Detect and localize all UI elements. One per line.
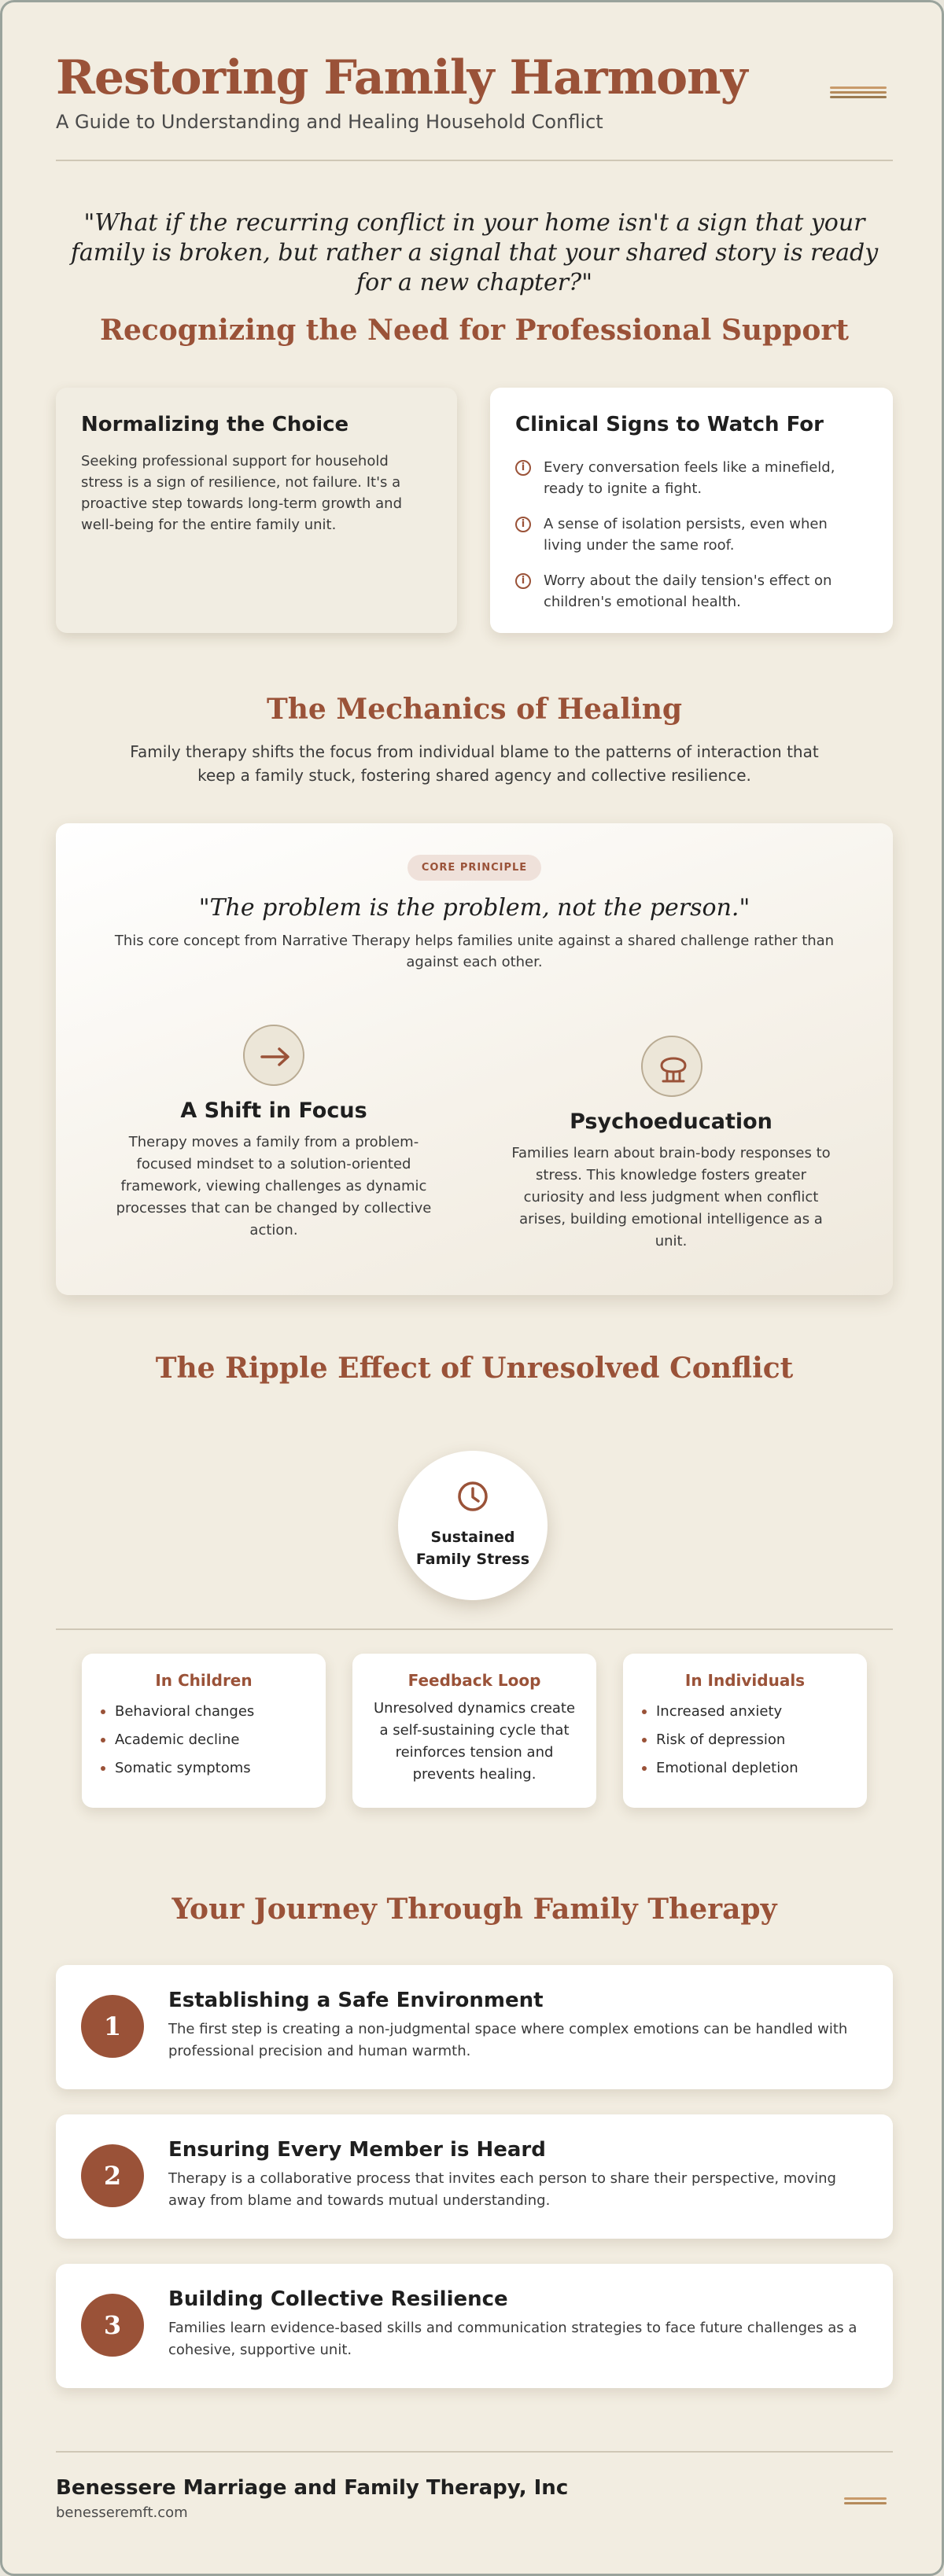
psychoeducation-title: Psychoeducation — [570, 1110, 773, 1134]
clinical-signs-list — [515, 457, 868, 613]
clinical-signs-card — [490, 388, 893, 633]
page-subtitle: A Guide to Understanding and Healing Household Conflict — [56, 111, 603, 133]
feedback-loop-title: Feedback Loop — [407, 1671, 541, 1690]
footer-company-name: Benessere Marriage and Family Therapy, Inc — [56, 2476, 569, 2500]
footer-logo-icon — [844, 2495, 887, 2512]
opening-quote: "What if the recurring conflict in your home isn't a sign that your family is broken, but rather a signal that your shared story is ready for a new chapter?" — [70, 209, 879, 296]
family-stress-hub — [398, 1451, 548, 1600]
core-principle-badge: CORE PRINCIPLE — [407, 855, 541, 881]
bullet-icon — [642, 1766, 647, 1771]
ripple-section-title: The Ripple Effect of Unresolved Conflict — [155, 1352, 794, 1385]
footer-divider — [56, 2451, 893, 2453]
arrow-right-icon — [243, 1025, 304, 1086]
feedback-loop-text: Unresolved dynamics create a self-sustaining cycle that reinforces tension and prevents healing. — [373, 1700, 576, 1783]
list-item — [515, 457, 868, 499]
step-title: Building Collective Resilience — [168, 2287, 508, 2311]
hub-label — [398, 1526, 548, 1570]
step-description: The first step is creating a non-judgmental space where complex emotions can be handled with professional precision and human warmth. — [168, 2021, 848, 2059]
page-title: Restoring Family Harmony — [56, 50, 747, 105]
effect-text: Behavioral changes — [115, 1703, 255, 1720]
feedback-loop-card — [352, 1654, 596, 1808]
list-item — [101, 1726, 307, 1754]
journey-step-3 — [56, 2264, 893, 2388]
effect-text: Risk of depression — [656, 1731, 786, 1748]
step-number-badge: 3 — [81, 2294, 144, 2357]
header — [56, 46, 893, 164]
individual-effects-list — [642, 1698, 848, 1783]
list-item — [101, 1698, 307, 1726]
list-item — [642, 1726, 848, 1754]
journey-step-1 — [56, 1965, 893, 2089]
step-number-badge: 2 — [81, 2144, 144, 2207]
bullet-icon — [101, 1709, 105, 1714]
sign-text: Worry about the daily tension's effect on children's emotional health. — [544, 572, 832, 610]
effect-text: Emotional depletion — [656, 1760, 798, 1776]
principle-quote: "The problem is the problem, not the person." — [198, 894, 750, 922]
clinical-signs-title: Clinical Signs to Watch For — [515, 413, 824, 436]
effect-text: Increased anxiety — [656, 1703, 783, 1720]
core-principle-card — [56, 823, 893, 1295]
list-item — [642, 1698, 848, 1726]
header-divider — [56, 160, 893, 161]
effect-text: Somatic symptoms — [115, 1760, 251, 1776]
effect-text: Academic decline — [115, 1731, 240, 1748]
sign-text: A sense of isolation persists, even when living under the same roof. — [544, 516, 828, 554]
shift-focus-title: A Shift in Focus — [180, 1098, 367, 1123]
footer-website-link[interactable]: benesseremft.com — [56, 2504, 188, 2521]
bullet-icon — [642, 1709, 647, 1714]
psychoeducation-text: Families learn about brain-body responses to stress. This knowledge fosters greater curiosity and less judgment when conflict arises, building emotional intelligence as a unit. — [511, 1145, 831, 1249]
children-effects-title: In Children — [155, 1671, 253, 1690]
journey-step-2 — [56, 2114, 893, 2239]
shift-focus-text: Therapy moves a family from a problem-focused mindset to a solution-oriented framework, viewing challenges as dynamic processes that can be changed by collective action. — [116, 1134, 432, 1238]
sign-text: Every conversation feels like a minefield, ready to ignite a fight. — [544, 459, 835, 497]
bullet-icon — [642, 1738, 647, 1742]
step-title: Ensuring Every Member is Heard — [168, 2138, 546, 2162]
footer — [56, 2476, 893, 2521]
logo-mark-icon — [830, 84, 887, 101]
list-item — [101, 1754, 307, 1783]
hub-label-line: Family Stress — [415, 1551, 530, 1568]
mechanics-section-title: The Mechanics of Healing — [266, 693, 683, 726]
info-icon: i — [515, 460, 531, 476]
normalizing-card — [56, 388, 457, 633]
normalizing-title: Normalizing the Choice — [81, 413, 349, 436]
info-icon: i — [515, 517, 531, 532]
principle-description: This core concept from Narrative Therapy helps families unite against a shared challenge rather than against each other. — [114, 933, 835, 970]
step-description: Therapy is a collaborative process that invites each person to share their perspective, moving away from blame and towards mutual understanding. — [168, 2170, 836, 2209]
bullet-icon — [101, 1766, 105, 1771]
children-effects-card — [82, 1654, 326, 1808]
step-number-badge: 1 — [81, 1995, 144, 2058]
hub-label-line: Sustained — [430, 1529, 515, 1546]
step-title: Establishing a Safe Environment — [168, 1989, 544, 2012]
ripple-divider — [56, 1628, 893, 1630]
step-description: Families learn evidence-based skills and communication strategies to face future challenges as a cohesive, supportive unit. — [168, 2320, 857, 2358]
normalizing-text: Seeking professional support for household stress is a sign of resilience, not failure. It's a proactive step towards long-term growth and well-being for the entire family unit. — [81, 453, 402, 533]
brain-icon — [641, 1036, 702, 1097]
info-icon: i — [515, 573, 531, 589]
individual-effects-title: In Individuals — [684, 1671, 806, 1690]
clock-icon — [457, 1481, 489, 1512]
bullet-icon — [101, 1738, 105, 1742]
journey-section-title: Your Journey Through Family Therapy — [171, 1893, 777, 1926]
list-item — [515, 513, 868, 556]
mechanics-description: Family therapy shifts the focus from individual blame to the patterns of interaction that keep a family stuck, fostering shared agency and collective resilience. — [130, 742, 819, 785]
support-section-title: Recognizing the Need for Professional Support — [100, 314, 849, 347]
individual-effects-card — [623, 1654, 867, 1808]
children-effects-list — [101, 1698, 307, 1783]
list-item — [642, 1754, 848, 1783]
list-item — [515, 570, 868, 613]
